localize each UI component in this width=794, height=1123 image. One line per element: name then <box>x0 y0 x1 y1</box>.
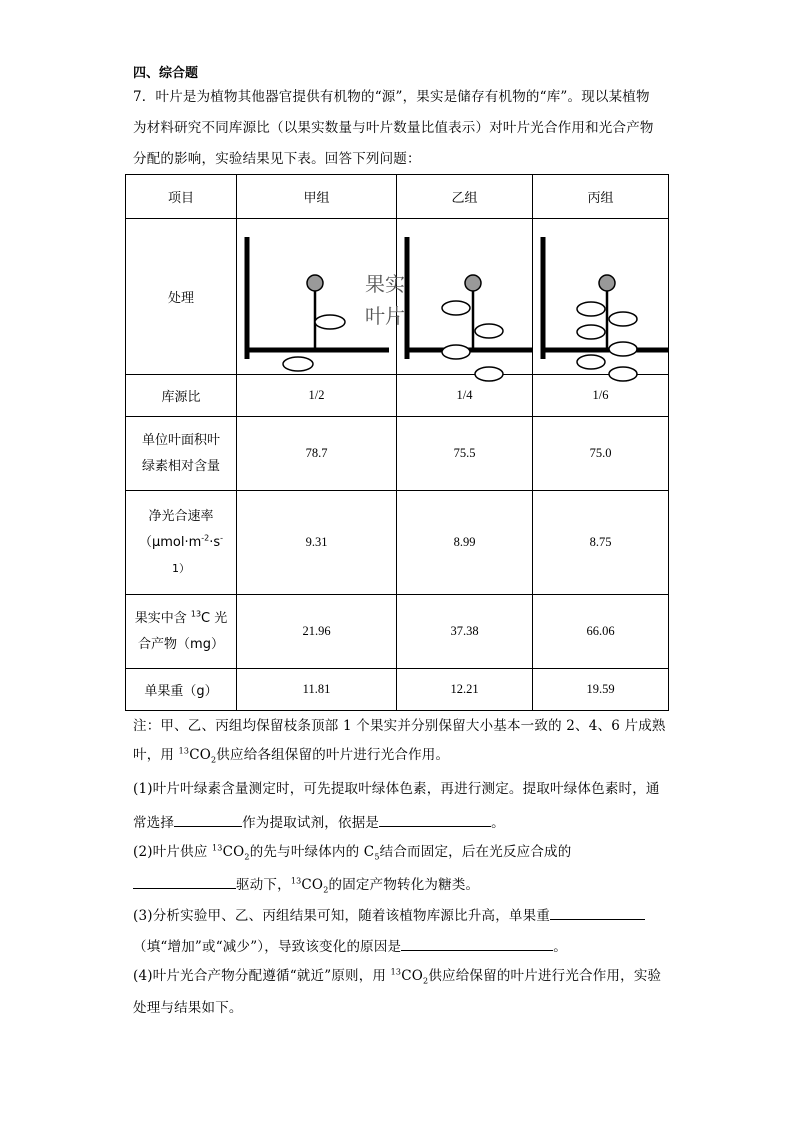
photosynthesis-group-a: 9.31 <box>237 491 397 595</box>
photosynthesis-group-b: 8.99 <box>397 491 533 595</box>
treatment-row <box>126 219 669 375</box>
table-header-row <box>126 175 669 219</box>
diagram-group-b <box>397 219 533 375</box>
q3-line-2: （填“增加”或“减少”），导致该变化的原因是 。 <box>133 936 567 956</box>
leaf-icon <box>283 357 313 371</box>
leaf-icon <box>609 312 637 326</box>
ratio-group-b: 1/4 <box>397 375 533 417</box>
q2-line-1: (2)叶片供应 $^{13}CO_2$的先与叶绿体内的 $C_5$结合而固定，后在光反应合成的 <box>133 843 572 862</box>
chlorophyll-row <box>126 417 669 491</box>
leaf-icon <box>609 342 637 356</box>
note-line-2: 叶，用 $^{13}CO_2$供应给各组保留的叶片进行光合作用。 <box>133 746 450 765</box>
leaf-icon <box>442 345 470 359</box>
photosynthesis-group-c: 8.75 <box>533 491 669 595</box>
photosynthesis-row <box>126 491 669 595</box>
fruit-weight-label: 单果重（g） <box>126 669 237 711</box>
q1-line-2: 常选择 作为提取试剂，依据是 。 <box>133 812 505 832</box>
c13-product-row <box>126 595 669 669</box>
c13-product-group-c: 66.06 <box>533 595 669 669</box>
ratio-group-c: 1/6 <box>533 375 669 417</box>
plant-diagram-c <box>533 219 669 374</box>
fruit-icon <box>465 275 481 291</box>
leaf-icon <box>577 355 605 369</box>
plant-diagram-b <box>397 219 533 374</box>
header-group-a: 甲组 <box>237 175 397 219</box>
leaf-icon <box>475 324 503 338</box>
answer-blank-1[interactable] <box>174 812 242 827</box>
plant-diagram-a <box>237 219 405 374</box>
ratio-row <box>126 375 669 417</box>
chlorophyll-label: 单位叶面积叶 绿素相对含量 <box>126 417 237 491</box>
experiment-table <box>125 174 669 711</box>
diagram-group-c <box>533 219 669 375</box>
treatment-label: 处理 <box>126 219 237 375</box>
leaf-icon <box>577 325 605 339</box>
q3-line-1: (3)分析实验甲、乙、丙组结果可知，随着该植物库源比升高，单果重 <box>133 905 645 925</box>
overlay-leaf-label: 叶片 <box>365 304 405 328</box>
leaf-icon <box>609 367 637 381</box>
photosynthesis-label: 净光合速率 （$\mu mol\cdot m^{-2}\cdot s^-$ 1） <box>126 491 237 595</box>
diagram-group-a <box>237 219 405 375</box>
fruit-weight-group-a: 11.81 <box>237 669 397 711</box>
q1-line-1: (1)叶片叶绿素含量测定时，可先提取叶绿体色素，再进行测定。提取叶绿体色素时，通 <box>133 781 660 797</box>
header-group-c: 丙组 <box>533 175 669 219</box>
fruit-icon <box>307 275 323 291</box>
leaf-icon <box>577 302 605 316</box>
answer-blank-4[interactable] <box>550 905 645 920</box>
answer-blank-3[interactable] <box>133 874 236 889</box>
q2-line-2: 驱动下，$^{13}CO_2$的固定产物转化为糖类。 <box>133 874 479 894</box>
c13-product-group-a: 21.96 <box>237 595 397 669</box>
chlorophyll-group-b: 75.5 <box>397 417 533 491</box>
note-line-1: 注：甲、乙、丙组均保留枝条顶部 1 个果实并分别保留大小基本一致的 2、4、6 片成熟 <box>133 718 666 734</box>
header-group-b: 乙组 <box>397 175 533 219</box>
answer-blank-2[interactable] <box>379 812 491 827</box>
ratio-label: 库源比 <box>126 375 237 417</box>
q4-line-2: 处理与结果如下。 <box>133 1000 243 1016</box>
overlay-fruit-label: 果实 <box>365 272 405 296</box>
fruit-weight-group-b: 12.21 <box>397 669 533 711</box>
section-title: 四、综合题 <box>133 66 199 81</box>
header-item: 项目 <box>126 175 237 219</box>
answer-blank-5[interactable] <box>401 936 553 951</box>
chlorophyll-group-c: 75.0 <box>533 417 669 491</box>
c13-product-group-b: 37.38 <box>397 595 533 669</box>
chlorophyll-group-a: 78.7 <box>237 417 397 491</box>
leaf-icon <box>475 367 503 381</box>
q4-line-1: (4)叶片光合产物分配遵循“就近”原则，用 $^{13}CO_2$供应给保留的叶片进行光合作用，实验 <box>133 967 662 986</box>
question-line-2: 为材料研究不同库源比（以果实数量与叶片数量比值表示）对叶片光合作用和光合产物 <box>133 120 654 136</box>
question-line-1: 7．叶片是为植物其他器官提供有机物的“源”，果实是储存有机物的“库”。现以某植物 <box>133 89 650 105</box>
c13-product-label: 果实中含 $^{13}$C 光 合产物（mg） <box>126 595 237 669</box>
fruit-icon <box>599 275 615 291</box>
fruit-weight-group-c: 19.59 <box>533 669 669 711</box>
question-line-3: 分配的影响，实验结果见下表。回答下列问题： <box>133 151 421 167</box>
leaf-icon <box>315 315 345 329</box>
leaf-icon <box>442 301 470 315</box>
fruit-weight-row <box>126 669 669 711</box>
ratio-group-a: 1/2 <box>237 375 397 417</box>
